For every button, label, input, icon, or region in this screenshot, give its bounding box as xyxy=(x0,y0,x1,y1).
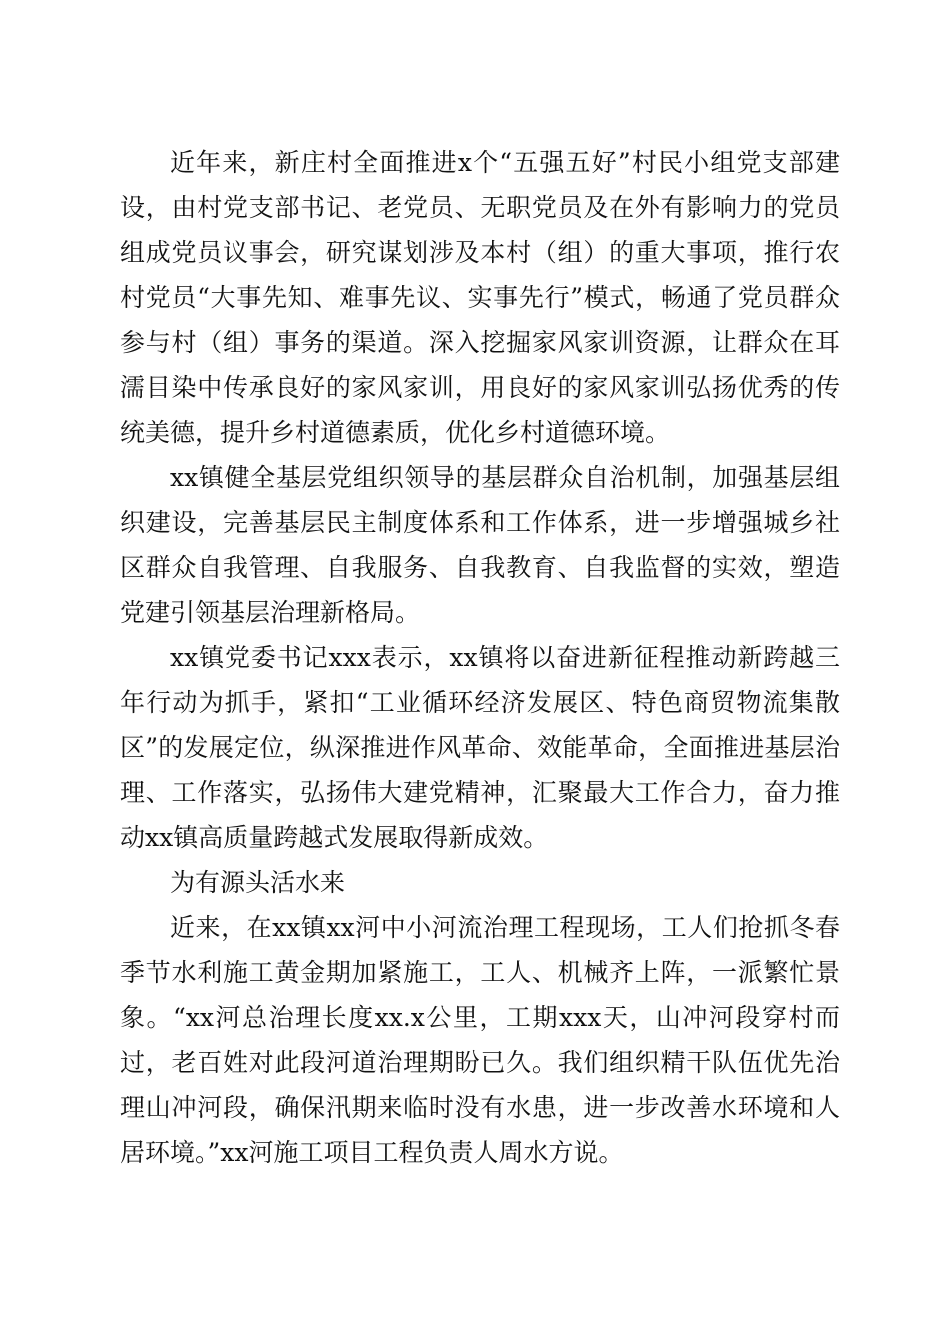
section-heading: 为有源头活水来 xyxy=(170,868,346,897)
paragraph-river-governance: 近来，在xx镇xx河中小河流治理工程现场，工人们抢抓冬春季节水利施工黄金期加紧施工，工人、机械齐上阵，一派繁忙景象。“xx河总治理长度xx.x公里，工期xxx天，山冲河段穿村而过，老百姓对此段河道治理期盼已久。我们组织精干队伍优先治理山冲河段，确保汛期来临时没有水患，进一步改善水环境和人居环境。”xx河施工项目工程负责人周水方说。 xyxy=(120,913,840,1167)
paragraph-party-secretary-statement: xx镇党委书记xxx表示，xx镇将以奋进新征程推动新跨越三年行动为抓手，紧扣“工业循环经济发展区、特色商贸物流集散区”的发展定位，纵深推进作风革命、效能革命，全面推进基层治理、工作落实，弘扬伟大建党精神，汇聚最大工作合力，奋力推动xx镇高质量跨越式发展取得新成效。 xyxy=(120,643,840,852)
document-body xyxy=(120,140,840,1175)
paragraph-town-self-governance: xx镇健全基层党组织领导的基层群众自治机制，加强基层组织建设，完善基层民主制度体系和工作体系，进一步增强城乡社区群众自我管理、自我服务、自我教育、自我监督的实效，塑造党建引领基层治理新格局。 xyxy=(120,463,840,627)
paragraph-village-party-building: 近年来，新庄村全面推进x个“五强五好”村民小组党支部建设，由村党支部书记、老党员、无职党员及在外有影响力的党员组成党员议事会，研究谋划涉及本村（组）的重大事项，推行农村党员“大事先知、难事先议、实事先行”模式，畅通了党员群众参与村（组）事务的渠道。深入挖掘家风家训资源，让群众在耳濡目染中传承良好的家风家训，用良好的家风家训弘扬优秀的传统美德，提升乡村道德素质，优化乡村道德环境。 xyxy=(120,148,840,447)
